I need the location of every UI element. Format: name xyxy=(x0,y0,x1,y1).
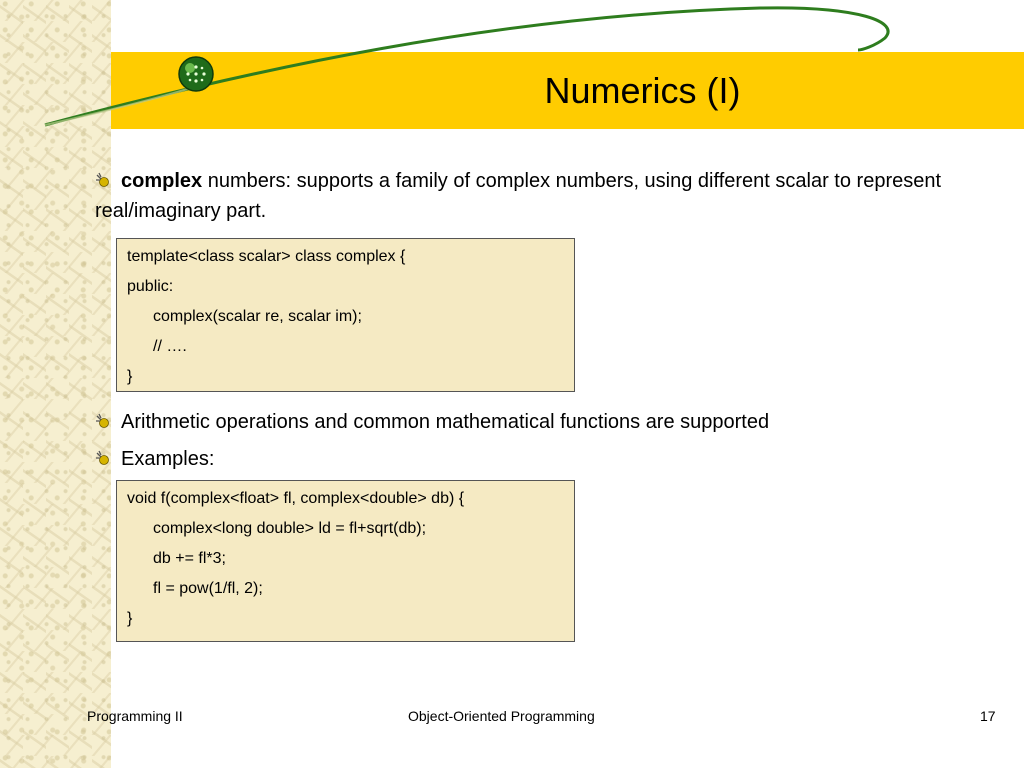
bullet-arithmetic xyxy=(95,407,955,437)
code-line: } xyxy=(127,368,133,385)
code-line: void f(complex<float> fl, complex<double> db) { xyxy=(127,490,465,507)
sparkle-bullet-icon xyxy=(95,413,111,429)
code-block-complex-class xyxy=(116,238,575,392)
code-line: complex(scalar re, scalar im); xyxy=(153,308,362,325)
complex-keyword: complex xyxy=(121,170,203,192)
sparkle-bullet-icon xyxy=(95,450,111,466)
bullet-complex-text: numbers: supports a family of complex numbers, using different scalar to represent real/imaginary part. xyxy=(95,170,942,222)
bullet-arithmetic-text: Arithmetic operations and common mathematical functions are supported xyxy=(121,411,770,433)
code-line: fl = pow(1/fl, 2); xyxy=(153,580,263,597)
footer-left: Programming II xyxy=(87,708,183,724)
slide-title: Numerics (I) xyxy=(544,69,741,111)
code-block-examples xyxy=(116,480,575,642)
code-line: } xyxy=(127,610,133,627)
bullet-examples-text: Examples: xyxy=(121,448,215,470)
code-line: // …. xyxy=(153,338,187,355)
code-line: public: xyxy=(127,278,174,295)
page-number: 17 xyxy=(980,708,996,724)
sparkle-bullet-icon xyxy=(95,172,111,188)
bullet-examples xyxy=(95,444,955,474)
code-line: db += fl*3; xyxy=(153,550,226,567)
code-line: template<class scalar> class complex { xyxy=(127,248,406,265)
code-line: complex<long double> ld = fl+sqrt(db); xyxy=(153,520,427,537)
footer-center: Object-Oriented Programming xyxy=(408,708,595,724)
bullet-complex xyxy=(95,166,955,226)
